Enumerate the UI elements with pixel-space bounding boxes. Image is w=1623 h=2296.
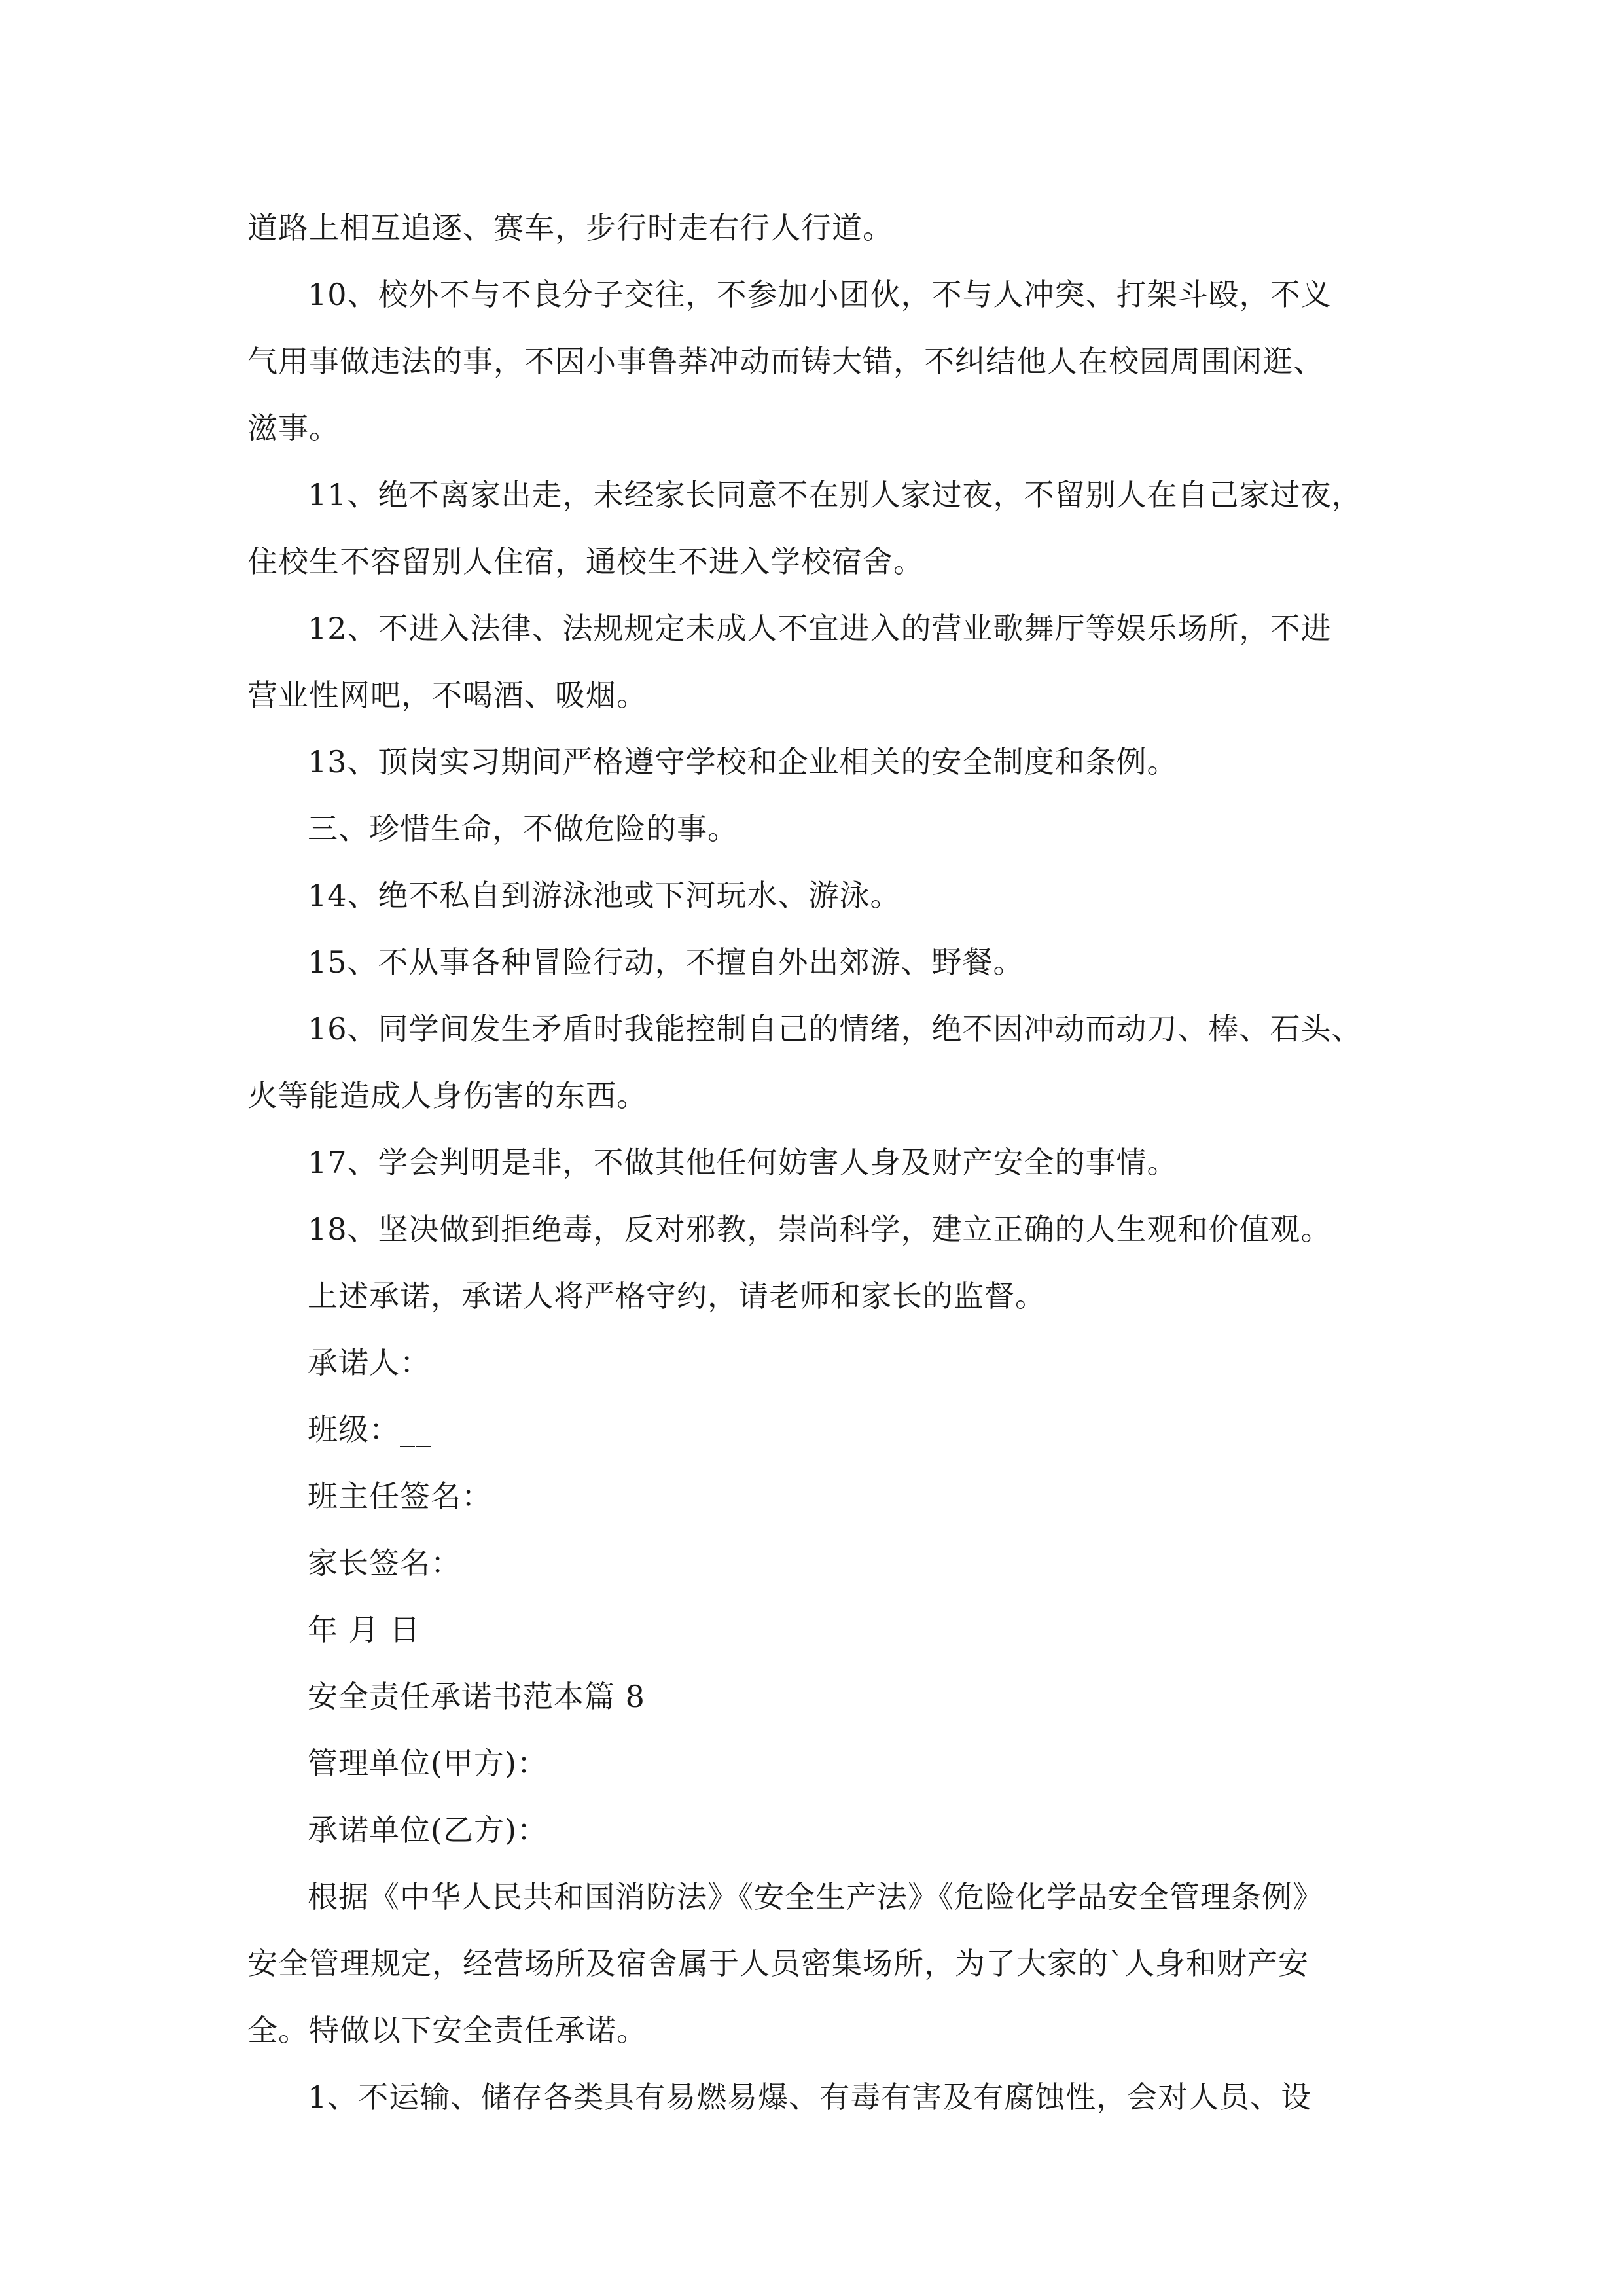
signatory-label: 承诺人： bbox=[308, 1345, 431, 1380]
text-line-5: 11、绝不离家出走，未经家长同意不在别人家过夜，不留别人在自己家过夜， bbox=[308, 477, 1363, 512]
document-title-8: 安全责任承诺书范本篇 8 bbox=[308, 1679, 645, 1714]
class-label: 班级：__ bbox=[308, 1412, 431, 1447]
text-line-1: 道路上相互追逐、赛车，步行时走右行人行道。 bbox=[247, 210, 893, 245]
text-line-28: 全。特做以下安全责任承诺。 bbox=[247, 2013, 647, 2048]
date-line: 年 月 日 bbox=[308, 1612, 421, 1647]
text-line-15: 17、学会判明是非，不做其他任何妨害人身及财产安全的事情。 bbox=[308, 1145, 1178, 1180]
text-line-27: 安全管理规定，经营场所及宿舍属于人员密集场所，为了大家的`人身和财产安 bbox=[247, 1946, 1309, 1981]
text-line-9: 13、顶岗实习期间严格遵守学校和企业相关的安全制度和条例。 bbox=[308, 744, 1178, 780]
text-line-26: 根据《中华人民共和国消防法》《安全生产法》《危险化学品安全管理条例》 bbox=[308, 1879, 1323, 1914]
text-line-14: 火等能造成人身伤害的东西。 bbox=[247, 1078, 647, 1113]
text-line-4: 滋事。 bbox=[247, 410, 340, 446]
text-line-6: 住校生不容留别人住宿，通校生不进入学校宿舍。 bbox=[247, 544, 924, 579]
text-line-3: 气用事做违法的事，不因小事鲁莽冲动而铸大错，不纠结他人在校园周围闲逛、 bbox=[247, 344, 1324, 379]
text-line-29: 1、不运输、储存各类具有易燃易爆、有毒有害及有腐蚀性，会对人员、设 bbox=[308, 2079, 1312, 2115]
section-heading: 三、珍惜生命，不做危险的事。 bbox=[308, 811, 738, 846]
text-line-11: 14、绝不私自到游泳池或下河玩水、游泳。 bbox=[308, 878, 901, 913]
parent-signature-label: 家长签名： bbox=[308, 1545, 461, 1581]
party-b-label: 承诺单位(乙方)： bbox=[308, 1812, 548, 1848]
text-line-17: 上述承诺，承诺人将严格守约，请老师和家长的监督。 bbox=[308, 1278, 1046, 1314]
text-line-16: 18、坚决做到拒绝毒，反对邪教，崇尚科学，建立正确的人生观和价值观。 bbox=[308, 1211, 1332, 1247]
party-a-label: 管理单位(甲方)： bbox=[308, 1746, 548, 1781]
text-line-12: 15、不从事各种冒险行动，不擅自外出郊游、野餐。 bbox=[308, 944, 1024, 980]
text-line-13: 16、同学间发生矛盾时我能控制自己的情绪，绝不因冲动而动刀、棒、石头、 bbox=[308, 1011, 1363, 1047]
head-teacher-signature-label: 班主任签名： bbox=[308, 1479, 492, 1514]
text-line-2: 10、校外不与不良分子交往，不参加小团伙，不与人冲突、打架斗殴，不义 bbox=[308, 277, 1332, 312]
text-line-7: 12、不进入法律、法规规定未成人不宜进入的营业歌舞厅等娱乐场所，不进 bbox=[308, 611, 1332, 646]
text-line-8: 营业性网吧，不喝酒、吸烟。 bbox=[247, 677, 647, 713]
